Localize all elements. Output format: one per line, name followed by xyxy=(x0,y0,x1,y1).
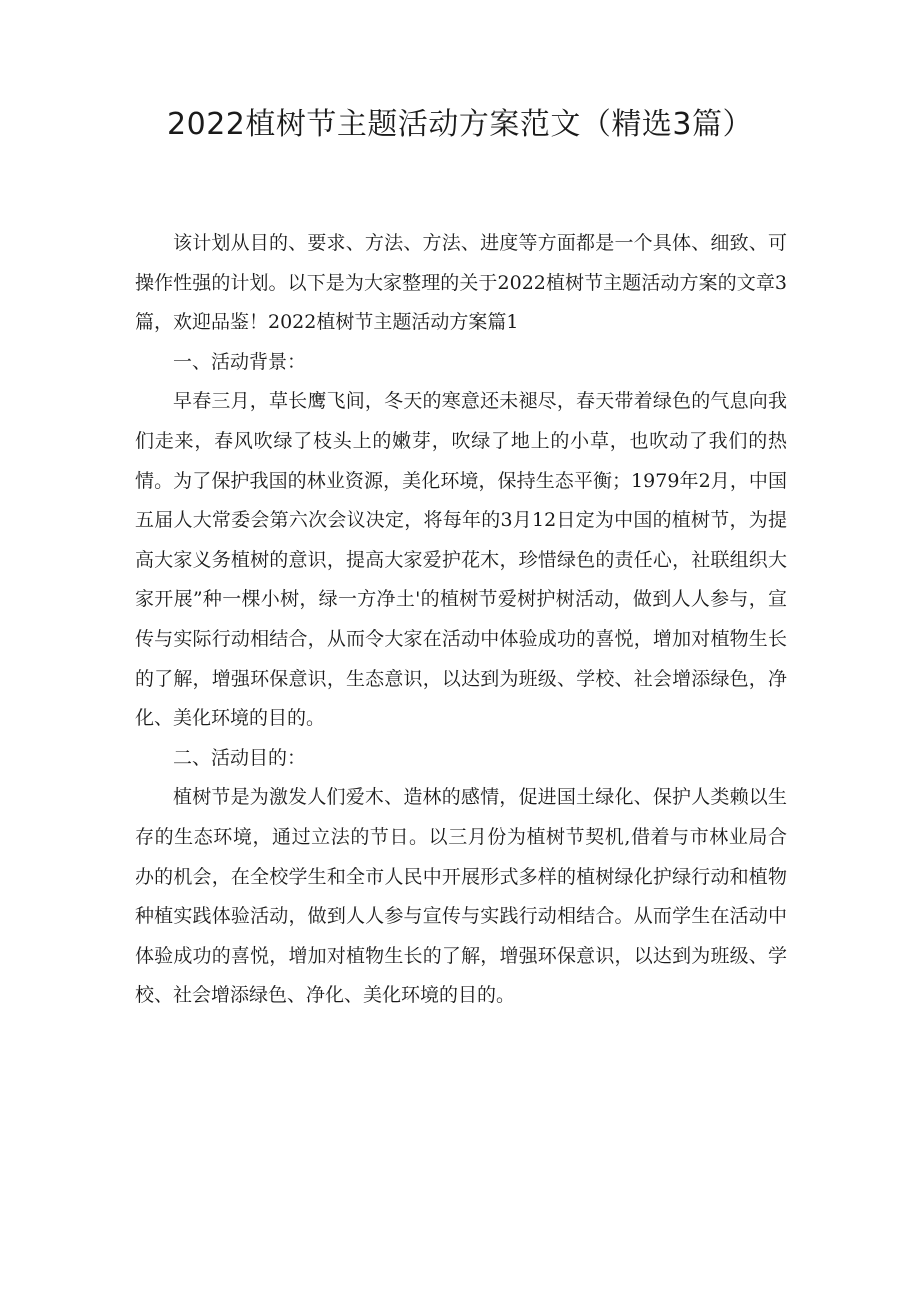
document-title: 2022植树节主题活动方案范文（精选3篇） xyxy=(167,107,753,142)
intro-paragraph: 该计划从目的、要求、方法、方法、进度等方面都是一个具体、细致、可操作性强的计划。以下是为大家整理的关于2022植树节主题活动方案的文章3篇，欢迎品鉴！2022植树节主题活动方案篇1 xyxy=(135,232,787,334)
section-heading-purpose: 二、活动目的： xyxy=(173,746,307,769)
background-paragraph: 早春三月，草长鹰飞间，冬天的寒意还未褪尽，春天带着绿色的气息向我们走来，春风吹绿了枝头上的嫩芽，吹绿了地上的小草，也吹动了我们的热情。为了保护我国的林业资源，美化环境，保持生态平衡；1979年2月，中国五届人大常委会第六次会议决定，将每年的3月12日定为中国的植树节，为提高大家义务植树的意识，提高大家爱护花木，珍惜绿色的责任心，社联组织大家开展”种一棵小树，绿一方净土'的植树节爱树护树活动，做到人人参与，宣传与实际行动相结合，从而令大家在活动中体验成功的喜悦，增加对植物生长的了解，增强环保意识，生态意识，以达到为班级、学校、社会增添绿色，净化、美化环境的目的。 xyxy=(135,390,787,730)
purpose-paragraph: 植树节是为激发人们爱木、造林的感情，促进国土绿化、保护人类赖以生存的生态环境，通过立法的节日。以三月份为植树节契机,借着与市林业局合办的机会，在全校学生和全市人民中开展形式多样的植树绿化护绿行动和植物种植实践体验活动，做到人人参与宣传与实践行动相结合。从而学生在活动中体验成功的喜悦，增加对植物生长的了解，增强环保意识，以达到为班级、学校、社会增添绿色、净化、美化环境的目的。 xyxy=(135,786,787,1007)
section-heading-background: 一、活动背景： xyxy=(173,350,307,373)
document-body xyxy=(135,224,787,1016)
